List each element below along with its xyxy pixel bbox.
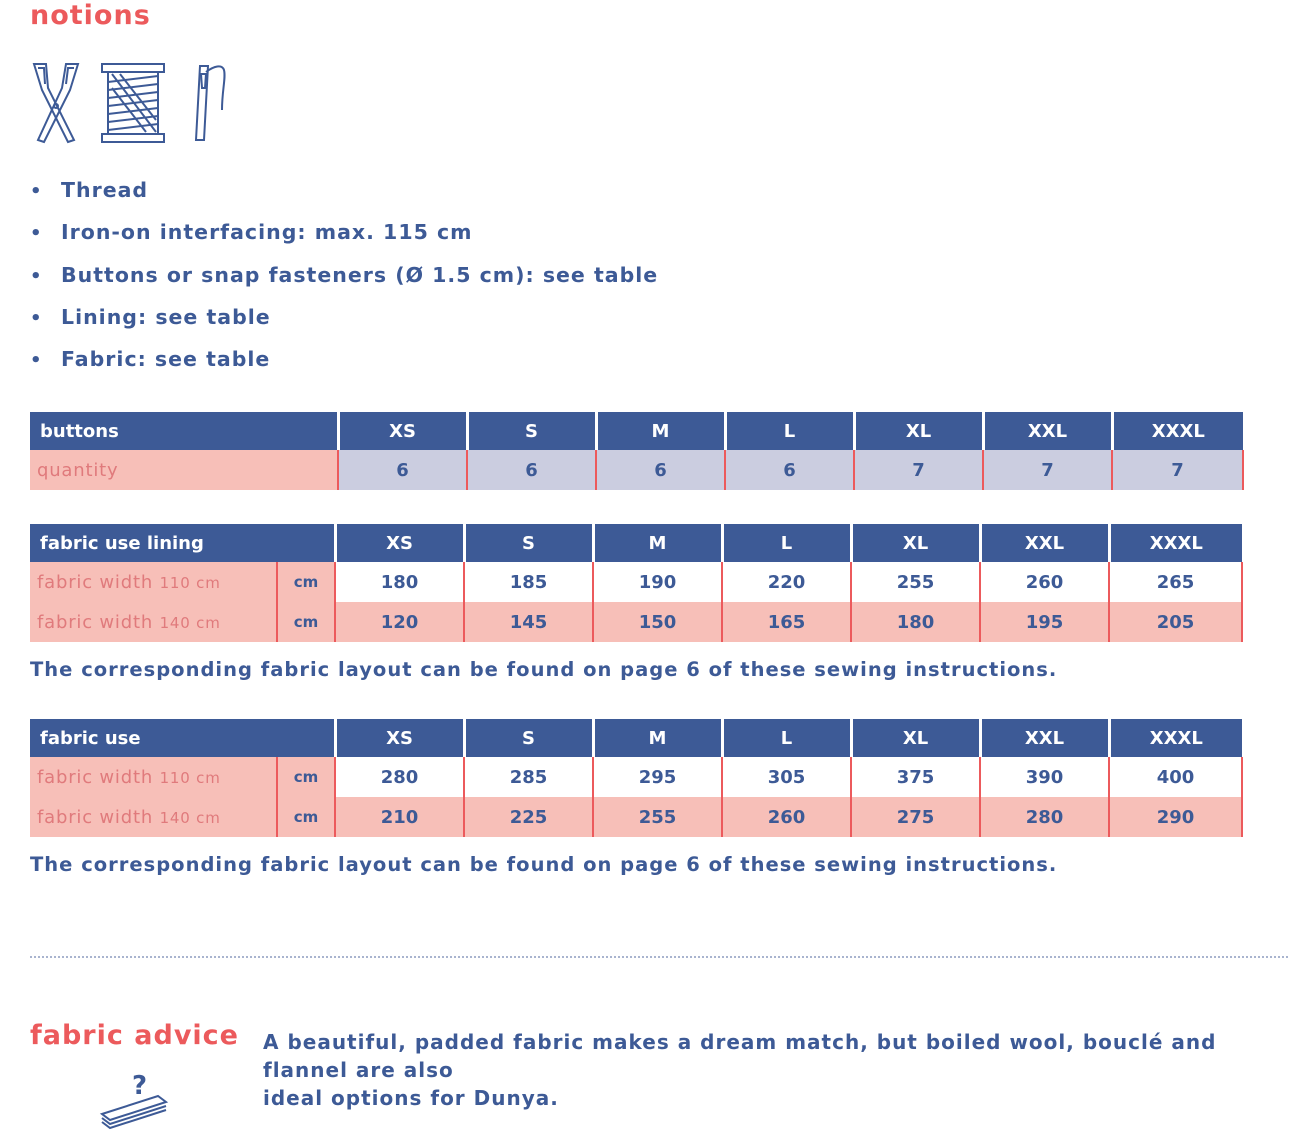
table-cell: 7: [1112, 450, 1243, 490]
table-cell: 180: [335, 562, 464, 602]
table-cell: 6: [467, 450, 596, 490]
fabric-question-icon: [98, 1072, 170, 1136]
table-cell: 390: [980, 757, 1109, 797]
size-header: L: [722, 719, 851, 757]
size-header: S: [464, 719, 593, 757]
fabric-advice-line: A beautiful, padded fabric makes a dream match, but boiled wool, bouclé and flannel are also: [263, 1030, 1217, 1082]
size-header: XXL: [980, 719, 1109, 757]
table-cell: 220: [722, 562, 851, 602]
unit-label: cm: [277, 562, 335, 602]
list-item: • Fabric: see table: [30, 347, 271, 372]
table-cell: 375: [851, 757, 980, 797]
size-header: XXXL: [1109, 524, 1242, 562]
fabric-advice-text: [263, 1028, 1303, 1112]
table-header-row: [30, 524, 1242, 562]
size-header: M: [596, 412, 725, 450]
table-cell: 145: [464, 602, 593, 642]
table-cell: 195: [980, 602, 1109, 642]
size-header: XL: [851, 524, 980, 562]
table-cell: 265: [1109, 562, 1242, 602]
lining-note: The corresponding fabric layout can be found on page 6 of these sewing instructions.: [30, 658, 1058, 681]
row-label: fabric width 110 cm: [30, 562, 277, 602]
table-header-row: [30, 719, 1242, 757]
list-item: • Buttons or snap fasteners (Ø 1.5 cm): see table: [30, 262, 659, 287]
row-label: fabric width 140 cm: [30, 602, 277, 642]
table-cell: 255: [593, 797, 722, 837]
table-cell: 280: [980, 797, 1109, 837]
size-header: L: [722, 524, 851, 562]
table-cell: 180: [851, 602, 980, 642]
list-item: • Lining: see table: [30, 304, 271, 329]
table-cell: 6: [725, 450, 854, 490]
svg-text:?: ?: [132, 1072, 148, 1101]
table-cell: 285: [464, 757, 593, 797]
size-header: S: [464, 524, 593, 562]
table-cell: 305: [722, 757, 851, 797]
size-header: XXXL: [1112, 412, 1243, 450]
table-cell: 225: [464, 797, 593, 837]
unit-label: cm: [277, 602, 335, 642]
table-row: [30, 450, 1243, 490]
table-cell: 280: [335, 757, 464, 797]
size-header: XL: [854, 412, 983, 450]
scissors-icon: [34, 64, 78, 142]
table-cell: 190: [593, 562, 722, 602]
table-header-label: buttons: [30, 412, 338, 450]
size-header: M: [593, 524, 722, 562]
fabric-note: The corresponding fabric layout can be found on page 6 of these sewing instructions.: [30, 853, 1058, 876]
unit-label: cm: [277, 757, 335, 797]
table-header-label: fabric use: [30, 719, 335, 757]
fabric-advice-title: fabric advice: [30, 1020, 239, 1051]
table-header-label: fabric use lining: [30, 524, 335, 562]
fabric-advice-line: ideal options for Dunya.: [263, 1086, 559, 1110]
row-label: fabric width 110 cm: [30, 757, 277, 797]
table-cell: 7: [983, 450, 1112, 490]
table-cell: 165: [722, 602, 851, 642]
thread-spool-icon: [102, 64, 164, 142]
table-cell: 120: [335, 602, 464, 642]
size-header: XS: [338, 412, 467, 450]
table-row: [30, 757, 1242, 797]
table-cell: 7: [854, 450, 983, 490]
table-row: [30, 562, 1242, 602]
size-header: XXL: [980, 524, 1109, 562]
notions-icons: [28, 60, 228, 150]
size-header: XS: [335, 719, 464, 757]
list-item: • Thread: [30, 178, 149, 202]
table-cell: 205: [1109, 602, 1242, 642]
size-header: L: [725, 412, 854, 450]
size-header: XS: [335, 524, 464, 562]
notions-title: notions: [30, 0, 151, 31]
table-cell: 6: [338, 450, 467, 490]
buttons-table: [30, 412, 1244, 490]
table-header-row: [30, 412, 1243, 450]
needle-icon: [196, 66, 225, 140]
table-cell: 150: [593, 602, 722, 642]
table-cell: 290: [1109, 797, 1242, 837]
row-label: quantity: [30, 450, 338, 490]
size-header: S: [467, 412, 596, 450]
table-cell: 185: [464, 562, 593, 602]
table-cell: 400: [1109, 757, 1242, 797]
lining-table: [30, 524, 1243, 642]
size-header: XXXL: [1109, 719, 1242, 757]
table-cell: 295: [593, 757, 722, 797]
table-row: [30, 602, 1242, 642]
size-header: XL: [851, 719, 980, 757]
notions-list: [30, 174, 658, 385]
table-cell: 260: [722, 797, 851, 837]
list-item: • Iron-on interfacing: max. 115 cm: [30, 220, 473, 245]
table-cell: 275: [851, 797, 980, 837]
table-cell: 255: [851, 562, 980, 602]
row-label: fabric width 140 cm: [30, 797, 277, 837]
size-header: M: [593, 719, 722, 757]
table-cell: 210: [335, 797, 464, 837]
table-cell: 260: [980, 562, 1109, 602]
dotted-divider: [30, 956, 1288, 958]
size-header: XXL: [983, 412, 1112, 450]
table-row: [30, 797, 1242, 837]
table-cell: 6: [596, 450, 725, 490]
fabric-table: [30, 719, 1243, 837]
unit-label: cm: [277, 797, 335, 837]
